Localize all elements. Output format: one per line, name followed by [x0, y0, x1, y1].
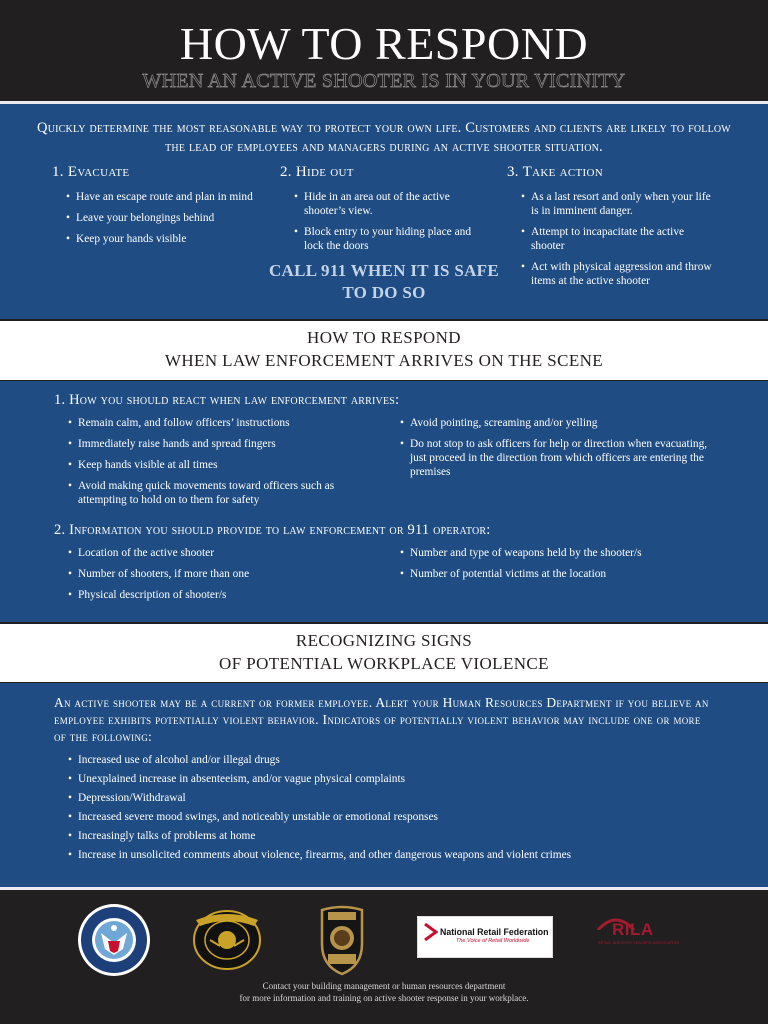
action-column	[507, 164, 717, 295]
call-911-notice: CALL 911 WHEN IT IS SAFE TO DO SO	[268, 261, 499, 302]
header	[0, 0, 768, 101]
list-item: • Increasingly talks of problems at home	[54, 829, 734, 843]
list-item: • Number and type of weapons held by the shooter/s	[386, 546, 646, 560]
section-workplace-violence	[0, 683, 768, 887]
list-item: • Keep hands visible at all times	[54, 458, 384, 472]
react-list-right	[386, 416, 716, 486]
action-list	[507, 190, 717, 288]
section-active-shooter	[0, 104, 768, 319]
react-list-left	[54, 416, 384, 514]
nrf-tagline: The Voice of Retail Worldwide	[456, 938, 530, 944]
list-item: • Have an escape route and plan in mind	[52, 190, 262, 204]
list-item: • Hide in an area out of the active shooter’s view.	[280, 190, 490, 218]
nrf-name: National Retail Federation	[440, 927, 549, 937]
section3-heading-line2: OF POTENTIAL WORKPLACE VIOLENCE	[219, 654, 549, 673]
section2-heading-line1: HOW TO RESPOND	[307, 328, 461, 347]
footer-line1: Contact your building management or human resources department	[262, 981, 506, 991]
nrf-logo	[417, 916, 553, 958]
list-item: • Immediately raise hands and spread fingers	[54, 437, 384, 451]
info-list-right	[386, 546, 646, 588]
workplace-violence-heading-band	[0, 624, 768, 682]
list-item: • Keep your hands visible	[52, 232, 262, 246]
list-item: • Physical description of shooter/s	[54, 588, 384, 602]
list-item: • Avoid pointing, screaming and/or yelling	[386, 416, 716, 430]
hide-heading: 2. Hide out	[280, 164, 354, 180]
list-item: • Act with physical aggression and throw items at the active shooter	[507, 260, 717, 288]
partner-logos	[0, 890, 768, 980]
list-item: • Depression/Withdrawal	[54, 791, 734, 805]
section3-intro: An active shooter may be a current or former employee. Alert your Human Resources Department if you believe an employee exhibits potentially violent behavior. Indicators of potentially violent behavior may include one or more of the following:	[54, 695, 709, 744]
list-item: • Number of potential victims at the location	[386, 567, 646, 581]
list-item: • Block entry to your hiding place and lock the doors	[280, 225, 490, 253]
police-badge-logo	[318, 904, 366, 976]
nrf-chevron-icon	[424, 923, 438, 941]
evacuate-column	[52, 164, 262, 253]
page-title: HOW TO RESPOND	[179, 18, 589, 69]
list-item: • Unexplained increase in absenteeism, and/or vague physical complaints	[54, 772, 734, 786]
list-item: • Increased severe mood swings, and noticeably unstable or emotional responses	[54, 810, 734, 824]
action-heading: 3. Take action	[507, 164, 603, 180]
list-item: • Increase in unsolicited comments about violence, firearms, and other dangerous weapons and violent crimes	[54, 848, 734, 862]
law-enforcement-heading-band	[0, 321, 768, 380]
ntoa-logo	[190, 906, 264, 972]
section2-heading-line2: WHEN LAW ENFORCEMENT ARRIVES ON THE SCENE	[164, 351, 604, 370]
list-item: • Avoid making quick movements toward officers such as attempting to hold on to them for safety	[54, 479, 384, 507]
section1-intro: Quickly determine the most reasonable way to protect your own life. Customers and clients are likely to follow the lead of employees and managers during an active shooter situation.	[37, 120, 731, 155]
list-item: • Remain calm, and follow officers’ instructions	[54, 416, 384, 430]
list-item: • Increased use of alcohol and/or illegal drugs	[54, 753, 734, 767]
react-heading: 1. How you should react when law enforcement arrives:	[54, 392, 400, 408]
info-list-left	[54, 546, 384, 609]
rila-logo	[596, 916, 692, 956]
list-item: • Location of the active shooter	[54, 546, 384, 560]
section-law-enforcement	[0, 381, 768, 622]
evacuate-list	[52, 190, 262, 246]
hide-column	[280, 164, 490, 260]
warning-signs-list	[54, 753, 734, 867]
list-item: • Do not stop to ask officers for help or direction when evacuating, just proceed in the direction from which officers are entering the premises	[386, 437, 716, 479]
page-subtitle: WHEN AN ACTIVE SHOOTER IS IN YOUR VICINITY	[142, 70, 626, 92]
list-item: • As a last resort and only when your life is in imminent danger.	[507, 190, 717, 218]
list-item: • Attempt to incapacitate the active shooter	[507, 225, 717, 253]
rila-subtitle: RETAIL INDUSTRY LEADERS ASSOCIATION	[598, 941, 680, 945]
hide-list	[280, 190, 490, 253]
dhs-seal-logo	[77, 903, 151, 977]
footer	[0, 980, 768, 1004]
section3-heading-line1: RECOGNIZING SIGNS	[295, 631, 473, 650]
list-item: • Leave your belongings behind	[52, 211, 262, 225]
rila-wordmark: RILA	[612, 920, 654, 939]
footer-line2: for more information and training on active shooter response in your workplace.	[239, 993, 529, 1003]
evacuate-heading: 1. Evacuate	[52, 164, 130, 180]
list-item: • Number of shooters, if more than one	[54, 567, 384, 581]
info-heading: 2. Information you should provide to law enforcement or 911 operator:	[54, 522, 491, 538]
